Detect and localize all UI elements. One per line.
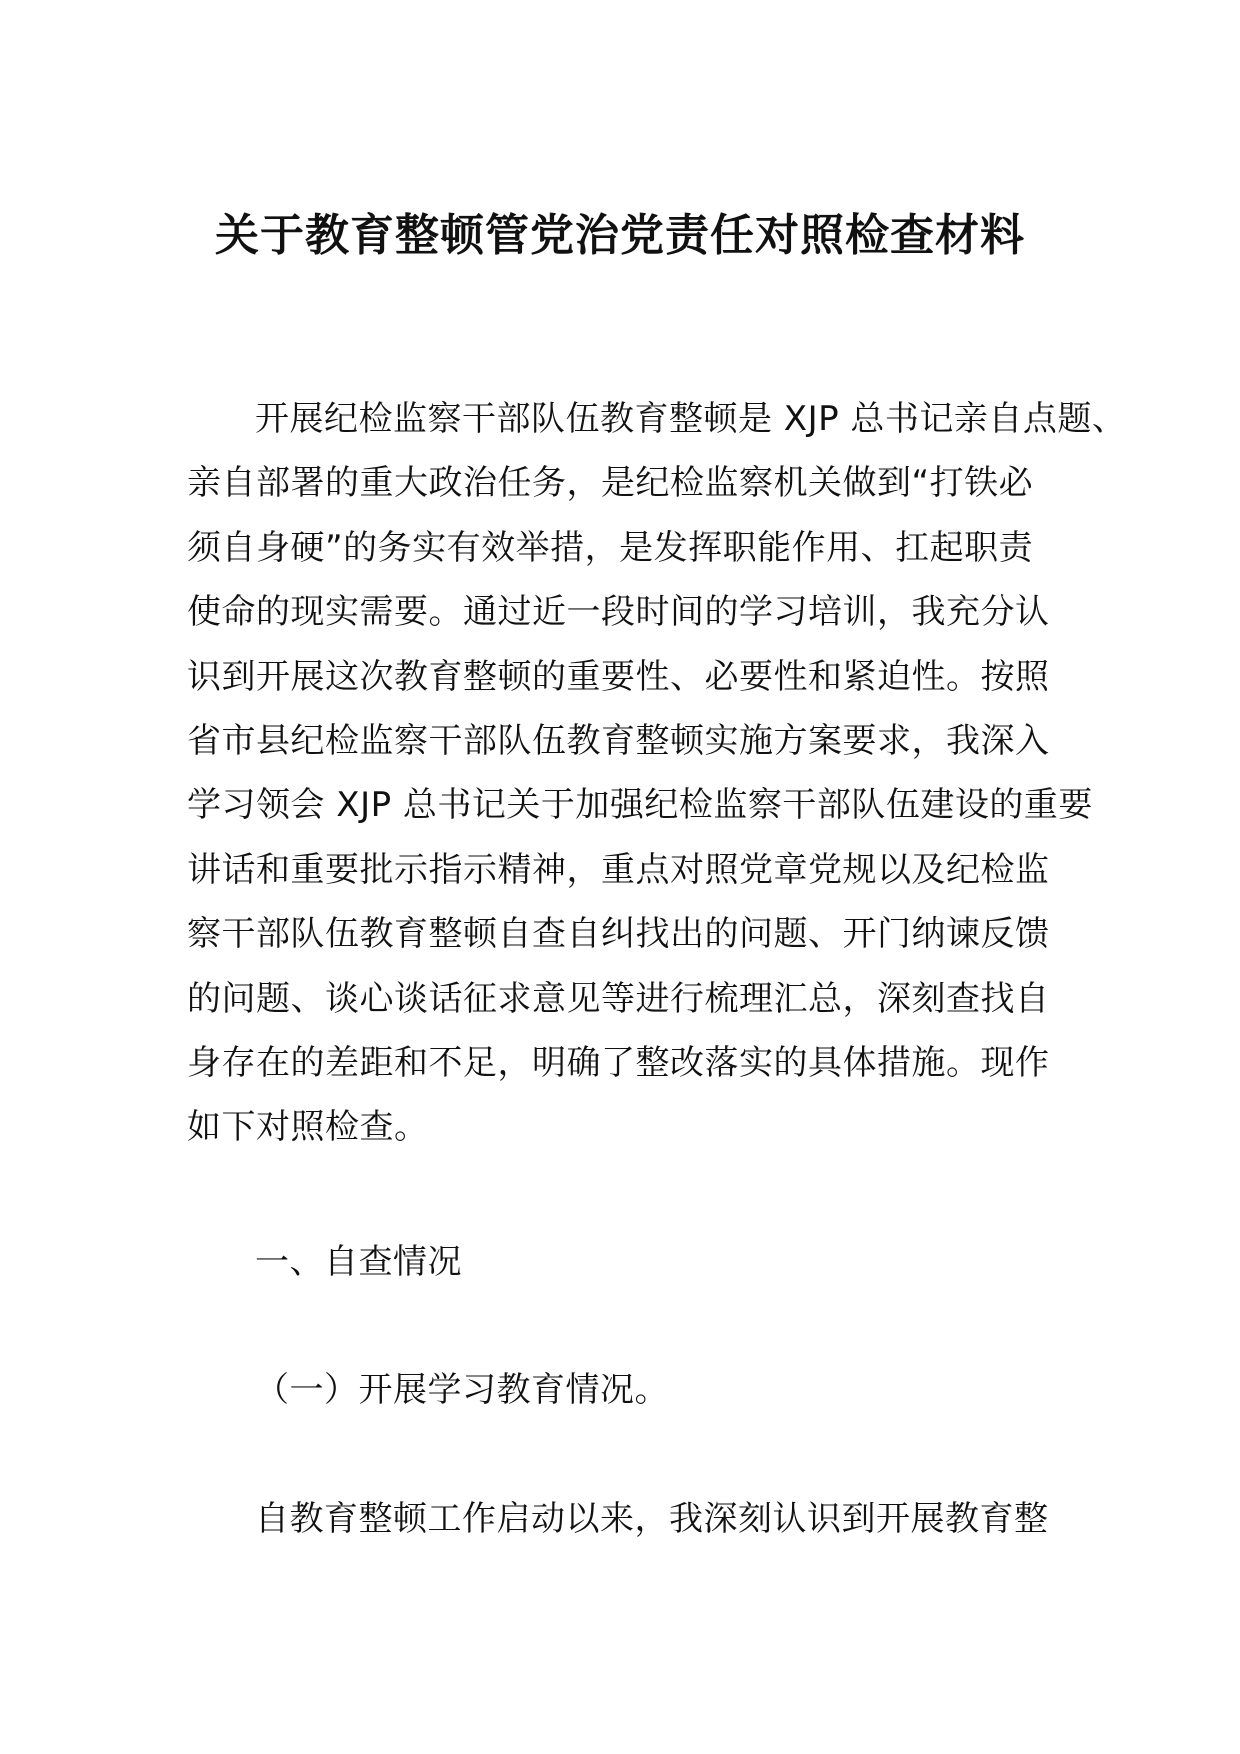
paragraph-line: 使命的现实需要。通过近一段时间的学习培训，我充分认	[187, 592, 1050, 633]
paragraph-line: 察干部队伍教育整顿自查自纠找出的问题、开门纳谏反馈	[187, 914, 1050, 955]
subsection-heading-text: （一）开展学习教育情况。	[255, 1370, 669, 1410]
paragraph-line: 讲话和重要批示指示精神，重点对照党章党规以及纪检监	[187, 849, 1050, 890]
paragraph-line: 省市县纪检监察干部队伍教育整顿实施方案要求，我深入	[187, 720, 1050, 761]
intro-paragraph	[187, 387, 1127, 1160]
section-heading-text: 一、自查情况	[255, 1242, 462, 1282]
section-heading	[187, 1230, 1067, 1294]
paragraph-line: 自教育整顿工作启动以来，我深刻认识到开展教育整	[255, 1499, 1049, 1539]
paragraph-line: 的问题、谈心谈话征求意见等进行梳理汇总，深刻查找自	[187, 978, 1050, 1019]
document-title: 关于教育整顿管党治党责任对照检查材料	[215, 210, 1025, 261]
paragraph-line: 身存在的差距和不足，明确了整改落实的具体措施。现作	[187, 1042, 1050, 1083]
paragraph-line: 亲自部署的重大政治任务，是纪检监察机关做到“打铁必	[187, 463, 1034, 504]
paragraph-line: 须自身硬”的务实有效举措，是发挥职能作用、扛起职责	[187, 527, 1034, 568]
paragraph-line: 识到开展这次教育整顿的重要性、必要性和紧迫性。按照	[187, 656, 1050, 697]
paragraph-line: 如下对照检查。	[187, 1107, 429, 1148]
paragraph-line: 开展纪检监察干部队伍教育整顿是 XJP 总书记亲自点题、	[255, 399, 1127, 439]
study-paragraph	[187, 1487, 1067, 1551]
subsection-heading	[187, 1358, 1067, 1422]
paragraph-line: 学习领会 XJP 总书记关于加强纪检监察干部队伍建设的重要	[187, 785, 1093, 826]
